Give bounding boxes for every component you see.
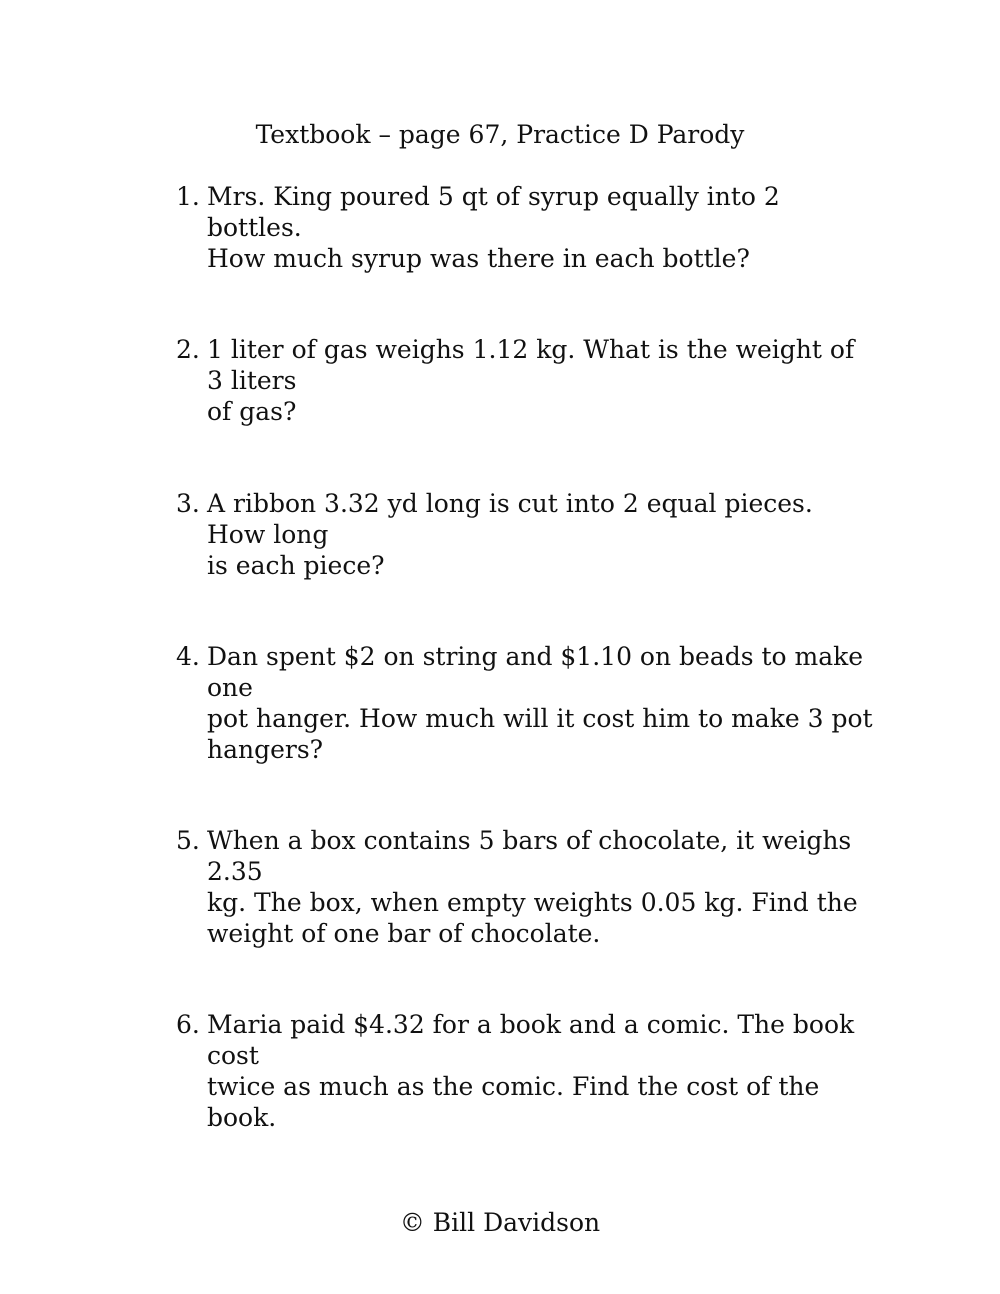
problem-6 (176, 1009, 876, 1133)
problem-number: 6. (176, 1010, 200, 1039)
problem-text-line: A ribbon 3.32 yd long is cut into 2 equal pieces. How long (207, 489, 813, 549)
problem-text-line: kg. The box, when empty weights 0.05 kg. Find the (207, 888, 858, 917)
problem-text-line: pot hanger. How much will it cost him to make 3 pot (207, 704, 873, 733)
problem-text-line: Dan spent $2 on string and $1.10 on beads to make one (207, 642, 864, 702)
problem-number: 1. (176, 182, 200, 211)
problem-text-line: When a box contains 5 bars of chocolate, it weighs 2.35 (207, 826, 852, 886)
problem-text-line: twice as much as the comic. Find the cost of the book. (207, 1072, 820, 1132)
problem-5 (176, 825, 876, 949)
problem-text-line: 1 liter of gas weighs 1.12 kg. What is the weight of 3 liters (207, 335, 855, 395)
problem-text-line: How much syrup was there in each bottle? (207, 244, 750, 273)
problem-text-line: weight of one bar of chocolate. (207, 919, 601, 948)
problem-text-line: is each piece? (207, 551, 385, 580)
copyright-footer: © Bill Davidson (399, 1208, 601, 1237)
problem-text-line: hangers? (207, 735, 324, 764)
problem-4 (176, 641, 876, 765)
problem-2 (176, 334, 876, 427)
problem-3 (176, 488, 876, 581)
problem-number: 3. (176, 489, 200, 518)
problem-text-line: Mrs. King poured 5 qt of syrup equally into 2 bottles. (207, 182, 780, 242)
page-title: Textbook – page 67, Practice D Parody (255, 120, 745, 149)
problem-number: 4. (176, 642, 200, 671)
problem-text-line: Maria paid $4.32 for a book and a comic. The book cost (207, 1010, 855, 1070)
problem-text-line: of gas? (207, 397, 297, 426)
problem-number: 2. (176, 335, 200, 364)
problem-1 (176, 181, 876, 274)
problem-number: 5. (176, 826, 200, 855)
